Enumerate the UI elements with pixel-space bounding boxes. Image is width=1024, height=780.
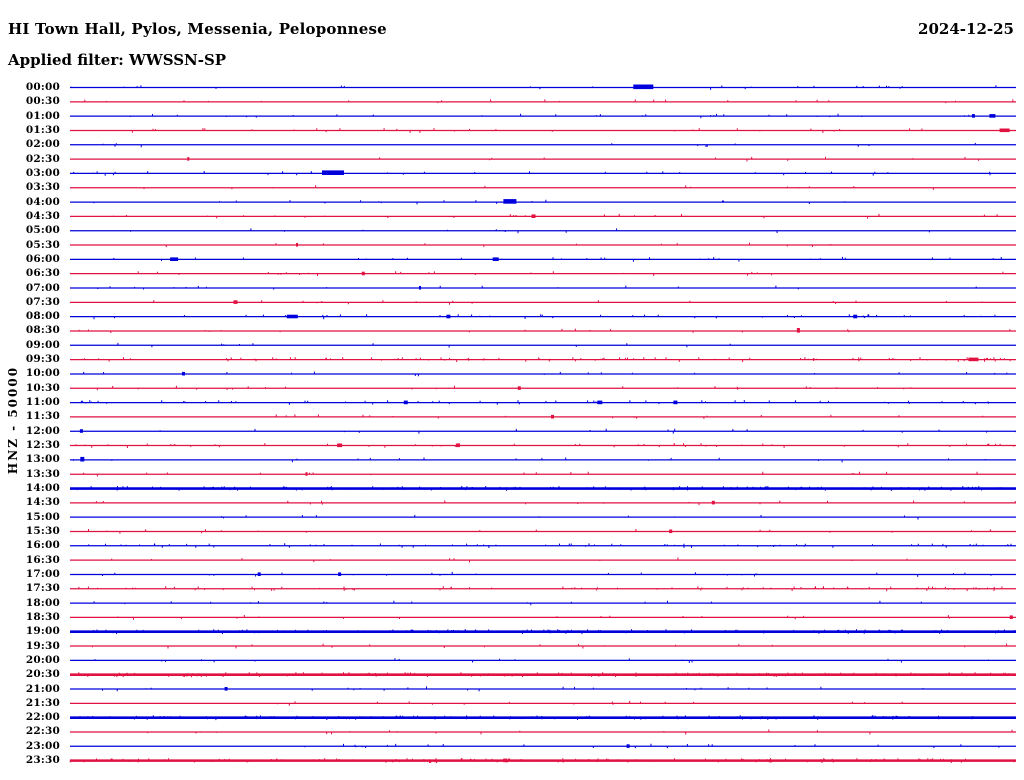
trace-row-11:30: [70, 414, 1016, 419]
time-label-16:30: 16:30: [25, 553, 60, 566]
seismic-event: [797, 328, 800, 333]
time-label-20:00: 20:00: [25, 653, 60, 666]
time-label-13:00: 13:00: [25, 453, 60, 466]
time-label-04:00: 04:00: [25, 195, 60, 208]
time-label-00:30: 00:30: [25, 95, 60, 108]
seismic-event: [1010, 615, 1013, 619]
trace-row-12:30: [70, 443, 1016, 448]
trace-row-12:00: [70, 429, 1016, 434]
time-label-08:00: 08:00: [25, 310, 60, 323]
time-label-01:30: 01:30: [25, 123, 60, 136]
seismic-event: [673, 401, 677, 405]
seismic-event: [972, 114, 975, 118]
time-label-07:00: 07:00: [25, 281, 60, 294]
applied-filter-label: Applied filter: WWSSN-SP: [8, 51, 227, 69]
seismic-event: [712, 501, 715, 505]
channel-scale-label: HNZ - 50000: [6, 365, 20, 475]
time-label-23:00: 23:00: [25, 739, 60, 752]
seismic-event: [627, 744, 630, 748]
time-label-13:30: 13:30: [25, 467, 60, 480]
time-label-15:30: 15:30: [25, 524, 60, 537]
trace-row-23:00: [70, 744, 1016, 748]
seismic-event: [170, 257, 178, 261]
seismic-event: [362, 272, 365, 276]
trace-row-14:30: [70, 500, 1016, 505]
trace-row-19:00: [70, 629, 1016, 634]
seismic-event: [187, 157, 189, 161]
trace-row-04:00: [70, 199, 1016, 204]
seismic-event: [503, 759, 507, 763]
seismic-event: [633, 85, 653, 90]
trace-row-02:00: [70, 143, 1016, 147]
seismic-event: [493, 257, 499, 261]
time-label-07:30: 07:30: [25, 295, 60, 308]
seismic-event: [234, 300, 238, 304]
time-label-01:00: 01:00: [25, 109, 60, 122]
time-label-14:30: 14:30: [25, 496, 60, 509]
trace-row-00:30: [70, 99, 1016, 103]
seismic-event: [322, 170, 344, 175]
time-label-05:00: 05:00: [25, 224, 60, 237]
seismic-event: [182, 372, 185, 376]
seismic-event: [446, 315, 450, 319]
time-label-03:00: 03:00: [25, 166, 60, 179]
trace-row-21:30: [70, 701, 1016, 706]
time-label-21:30: 21:30: [25, 696, 60, 709]
time-label-10:30: 10:30: [25, 381, 60, 394]
trace-row-22:00: [70, 715, 1016, 720]
seismic-event: [225, 687, 228, 691]
seismic-event: [258, 572, 261, 576]
time-label-02:00: 02:00: [25, 138, 60, 151]
time-label-11:30: 11:30: [25, 410, 60, 423]
time-label-06:30: 06:30: [25, 267, 60, 280]
trace-row-10:00: [70, 372, 1016, 377]
trace-row-13:30: [70, 472, 1016, 477]
time-label-12:00: 12:00: [25, 424, 60, 437]
trace-row-00:00: [70, 85, 1016, 90]
time-label-06:00: 06:00: [25, 252, 60, 265]
trace-row-09:30: [70, 357, 1016, 362]
trace-row-02:30: [70, 157, 1016, 162]
trace-row-17:30: [70, 586, 1016, 591]
trace-row-17:00: [70, 572, 1016, 577]
time-label-23:30: 23:30: [25, 754, 60, 767]
time-label-14:00: 14:00: [25, 482, 60, 495]
time-label-19:30: 19:30: [25, 639, 60, 652]
trace-row-23:30: [70, 758, 1016, 763]
trace-row-13:00: [70, 457, 1016, 463]
time-label-04:30: 04:30: [25, 209, 60, 222]
seismic-event: [989, 114, 995, 118]
time-label-02:30: 02:30: [25, 152, 60, 165]
station-title: HI Town Hall, Pylos, Messenia, Peloponnese: [8, 20, 387, 38]
trace-row-22:30: [70, 730, 1016, 735]
trace-row-18:30: [70, 615, 1016, 620]
time-label-09:00: 09:00: [25, 338, 60, 351]
trace-row-08:00: [70, 314, 1016, 319]
seismic-event: [456, 444, 460, 448]
time-label-21:00: 21:00: [25, 682, 60, 695]
trace-row-15:30: [70, 529, 1016, 534]
trace-row-08:30: [70, 328, 1016, 333]
trace-row-18:00: [70, 601, 1016, 606]
time-label-11:00: 11:00: [25, 396, 60, 409]
time-label-03:30: 03:30: [25, 181, 60, 194]
seismic-event: [306, 472, 308, 476]
seismic-event: [419, 286, 421, 290]
trace-row-21:00: [70, 687, 1016, 692]
seismic-event: [80, 457, 84, 462]
trace-row-14:00: [70, 486, 1016, 491]
seismic-event: [853, 315, 857, 319]
trace-row-05:30: [70, 243, 1016, 248]
trace-row-05:00: [70, 228, 1016, 233]
seismic-event: [669, 530, 672, 534]
time-label-05:30: 05:30: [25, 238, 60, 251]
seismic-event: [338, 572, 341, 576]
trace-row-03:30: [70, 185, 1016, 190]
trace-row-19:30: [70, 644, 1016, 649]
trace-row-03:00: [70, 170, 1016, 175]
time-label-17:00: 17:00: [25, 567, 60, 580]
date-label: 2024-12-25: [918, 20, 1014, 38]
time-label-22:00: 22:00: [25, 711, 60, 724]
time-label-20:30: 20:30: [25, 668, 60, 681]
trace-row-20:30: [70, 672, 1016, 677]
time-label-08:30: 08:30: [25, 324, 60, 337]
time-label-00:00: 00:00: [25, 81, 60, 93]
trace-row-07:30: [70, 300, 1016, 305]
seismic-event: [296, 243, 298, 247]
time-label-15:00: 15:00: [25, 510, 60, 523]
seismic-event: [80, 429, 83, 433]
seismic-event: [287, 315, 298, 319]
seismic-event: [551, 415, 554, 419]
time-label-18:30: 18:30: [25, 610, 60, 623]
seismic-event: [518, 386, 521, 390]
seismic-event: [597, 401, 602, 405]
trace-row-07:00: [70, 286, 1016, 290]
seismic-event: [1000, 129, 1010, 133]
seismic-event: [532, 214, 536, 218]
trace-row-11:00: [70, 400, 1016, 405]
trace-row-16:00: [70, 543, 1016, 548]
seismic-event: [503, 199, 516, 204]
trace-row-06:00: [70, 257, 1016, 262]
time-label-10:00: 10:00: [25, 367, 60, 380]
trace-row-01:30: [70, 128, 1016, 133]
trace-row-20:00: [70, 658, 1016, 663]
trace-row-06:30: [70, 271, 1016, 276]
time-label-17:30: 17:30: [25, 582, 60, 595]
time-label-22:30: 22:30: [25, 725, 60, 738]
time-label-16:00: 16:00: [25, 539, 60, 552]
time-label-12:30: 12:30: [25, 439, 60, 452]
trace-row-01:00: [70, 114, 1016, 119]
trace-row-15:00: [70, 515, 1016, 520]
time-label-18:00: 18:00: [25, 596, 60, 609]
time-label-19:00: 19:00: [25, 625, 60, 638]
trace-row-10:30: [70, 386, 1016, 390]
time-label-09:30: 09:30: [25, 353, 60, 366]
seismic-event: [968, 358, 978, 362]
trace-row-16:30: [70, 558, 1016, 563]
seismic-event: [337, 444, 342, 448]
trace-row-09:00: [70, 343, 1016, 348]
trace-row-04:30: [70, 214, 1016, 219]
seismic-event: [404, 401, 408, 405]
